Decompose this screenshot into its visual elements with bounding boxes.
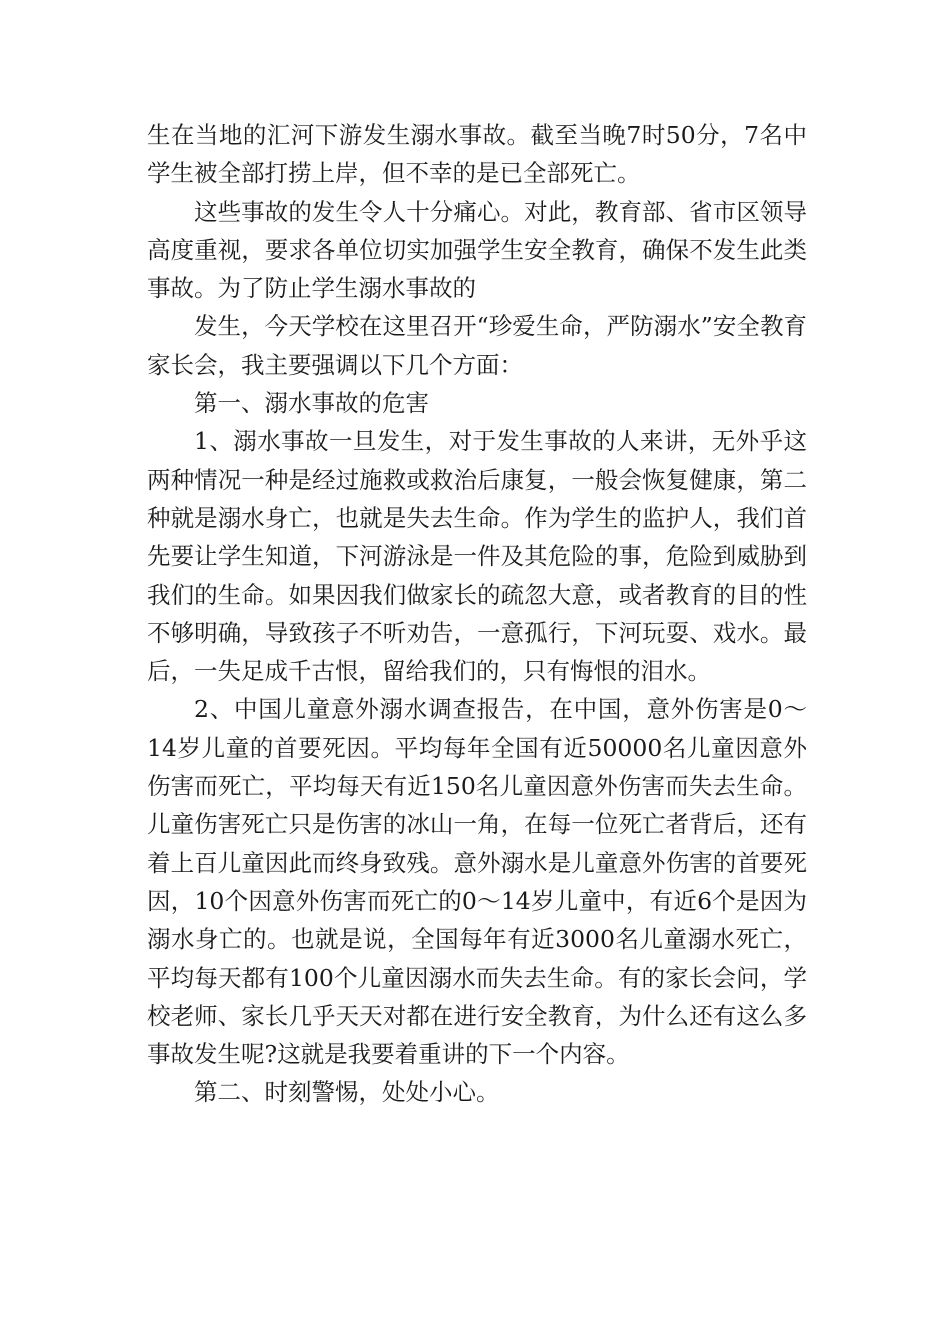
paragraph-leaders-concern: 这些事故的发生令人十分痛心。对此，教育部、省市区领导高度重视，要求各单位切实加强学生安全教育，确保不发生此类事故。为了防止学生溺水事故的 bbox=[147, 197, 807, 303]
paragraph-point-1: 1、溺水事故一旦发生，对于发生事故的人来讲，无外乎这两种情况一种是经过施救或救治后康复，一般会恢复健康，第二种就是溺水身亡，也就是失去生命。作为学生的监护人，我们首先要让学生知道，下河游泳是一件及其危险的事，危险到威胁到我们的生命。如果因我们做家长的疏忽大意，或者教育的目的性不够明确，导致孩子不听劝告，一意孤行，下河玩耍、戏水。最后，一失足成千古恨，留给我们的，只有悔恨的泪水。 bbox=[147, 427, 807, 686]
section-heading-vigilance: 第二、时刻警惕，处处小心。 bbox=[194, 1078, 500, 1107]
paragraph-meeting-intro: 发生，今天学校在这里召开“珍爱生命，严防溺水”安全教育家长会，我主要强调以下几个方面： bbox=[147, 312, 807, 379]
section-heading-harm: 第一、溺水事故的危害 bbox=[194, 389, 429, 418]
paragraph-point-2: 2、中国儿童意外溺水调查报告，在中国，意外伤害是0～14岁儿童的首要死因。平均每年全国有近50000名儿童因意外伤害而死亡，平均每天有近150名儿童因意外伤害而失去生命。儿童伤害死亡只是伤害的冰山一角，在每一位死亡者背后，还有着上百儿童因此而终身致残。意外溺水是儿童意外伤害的首要死因，10个因意外伤害而死亡的0～14岁儿童中，有近6个是因为溺水身亡的。也就是说，全国每年有近3000名儿童溺水死亡，平均每天都有100个儿童因溺水而失去生命。有的家长会问，学校老师、家长几乎天天对都在进行安全教育，为什么还有这么多事故发生呢?这就是我要着重讲的下一个内容。 bbox=[147, 695, 807, 1069]
document-body bbox=[147, 116, 807, 1112]
paragraph-continuation: 生在当地的汇河下游发生溺水事故。截至当晚7时50分，7名中学生被全部打捞上岸，但不幸的是已全部死亡。 bbox=[147, 121, 807, 188]
